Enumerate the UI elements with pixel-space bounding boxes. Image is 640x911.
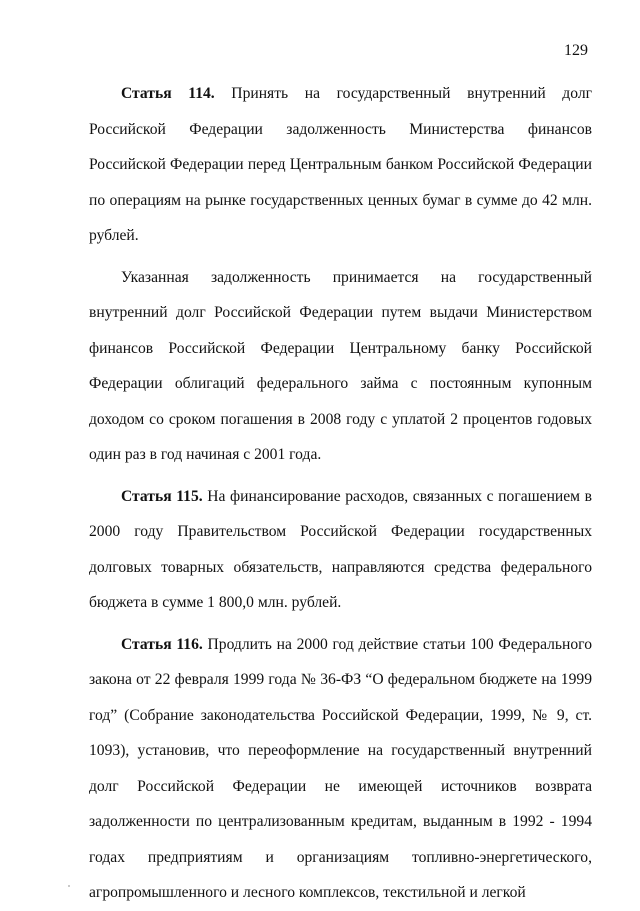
article-116-text: Продлить на 2000 год действие статьи 100 Федерального закона от 22 февраля 1999 года № 36-ФЗ “О федеральном бюджете на 1999 год” (Собрание законодательства Российской Федерации, 1999, № 9, ст. 1093), установив, что переоформление на государственный внутренний долг Российской Федерации не имеющей источников возврата задолженности по централизованным кредитам, выданным в 1992 - 1994 годах предприятиям и организациям топливно-энергетического, агропромышленного и лесного комплексов, текстильной и легкой bbox=[89, 635, 592, 901]
document-body bbox=[89, 76, 592, 911]
article-114-continuation-text: Указанная задолженность принимается на государственный внутренний долг Российской Федерации путем выдачи Министерством финансов Российской Федерации Центральному банку Российской Федерации облигаций федерального займа с постоянным купонным доходом со сроком погашения в 2008 году с уплатой 2 процентов годовых один раз в год начиная с 2001 года. bbox=[89, 268, 592, 463]
article-114-continuation-paragraph bbox=[89, 260, 592, 473]
article-114-paragraph bbox=[89, 76, 592, 254]
scan-speck bbox=[68, 885, 70, 887]
page-number: 129 bbox=[564, 42, 588, 59]
article-114-text: Принять на государственный внутренний долг Российской Федерации задолженность Министерства финансов Российской Федерации перед Центральным банком Российской Федерации по операциям на рынке государственных ценных бумаг в сумме до 42 млн. рублей. bbox=[89, 85, 593, 244]
article-115-paragraph bbox=[89, 479, 592, 621]
article-115-text: На финансирование расходов, связанных с погашением в 2000 году Правительством Российской Федерации государственных долговых товарных обязательств, направляются средства федерального бюджета в сумме 1 800,0 млн. рублей. bbox=[89, 487, 593, 611]
article-116-heading: Статья 116. bbox=[121, 635, 203, 653]
article-114-heading: Статья 114. bbox=[121, 85, 215, 102]
article-116-paragraph bbox=[89, 627, 592, 911]
article-115-heading: Статья 115. bbox=[121, 487, 203, 505]
